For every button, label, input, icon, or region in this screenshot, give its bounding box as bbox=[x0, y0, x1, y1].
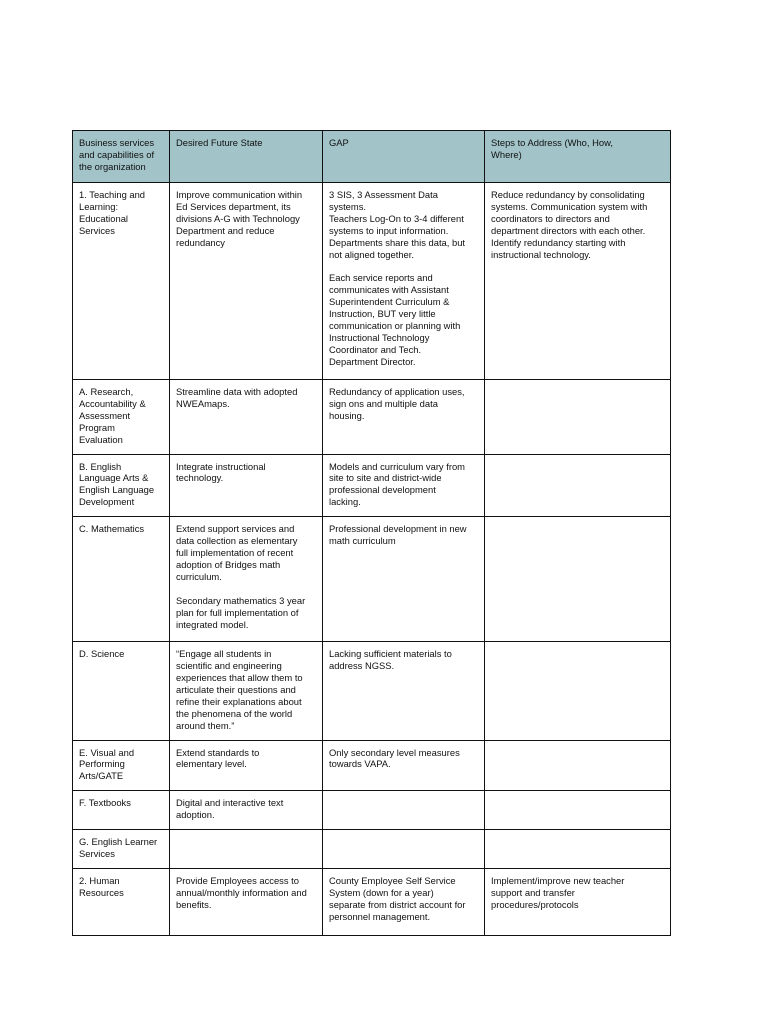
cell-paragraph: Lacking sufficient materials to address NGSS. bbox=[329, 648, 452, 672]
cell-paragraph: Redundancy of application uses, sign ons and multiple data housing. bbox=[329, 386, 465, 421]
cell-paragraph: Streamline data with adopted NWEAmaps. bbox=[176, 386, 298, 409]
cell-paragraph: Integrate instructional technology. bbox=[176, 460, 266, 484]
table-row bbox=[73, 380, 671, 455]
cell-service bbox=[73, 517, 170, 642]
cell-steps-to-address bbox=[485, 454, 671, 517]
cell-desired-future-state bbox=[170, 830, 323, 869]
cell-paragraph: Implement/improve new teacher support and transfer procedures/protocols bbox=[491, 874, 625, 910]
cell-paragraph: E. Visual and Performing Arts/GATE bbox=[79, 746, 135, 782]
cell-steps-to-address bbox=[485, 380, 671, 455]
cell-service bbox=[73, 740, 170, 791]
cell-paragraph: Digital and interactive text adoption. bbox=[176, 797, 284, 821]
cell-paragraph: 1. Teaching and Learning: Educational Services bbox=[79, 189, 146, 236]
cell-paragraph: Professional development in new math curriculum bbox=[329, 523, 467, 547]
cell-paragraph: B. English Language Arts & English Language Development bbox=[79, 460, 155, 508]
cell-desired-future-state bbox=[170, 868, 323, 935]
table-row bbox=[73, 642, 671, 740]
cell-desired-future-state bbox=[170, 740, 323, 791]
cell-steps-to-address bbox=[485, 868, 671, 935]
cell-paragraph: G. English Learner Services bbox=[79, 836, 158, 859]
cell-steps-to-address bbox=[485, 830, 671, 869]
cell-steps-to-address bbox=[485, 791, 671, 830]
table-row bbox=[73, 517, 671, 642]
cell-steps-to-address bbox=[485, 183, 671, 380]
cell-service bbox=[73, 791, 170, 830]
cell-paragraph: Provide Employees access to annual/monthly information and benefits. bbox=[176, 874, 307, 910]
header-business-services: Business services and capabilities of the organization bbox=[73, 131, 170, 183]
cell-paragraph: County Employee Self Service System (down for a year) separate from district account for personnel management. bbox=[329, 874, 466, 922]
table-body bbox=[73, 183, 671, 936]
gap-analysis-table bbox=[72, 130, 671, 936]
cell-desired-future-state bbox=[170, 183, 323, 380]
cell-paragraph: 3 SIS, 3 Assessment Data systems. Teachers Log-On to 3-4 different systems to input information. Departments share this data, but not aligned together. bbox=[329, 189, 466, 260]
cell-paragraph: Secondary mathematics 3 year plan for full implementation of integrated model. bbox=[176, 594, 306, 630]
cell-paragraph: Extend support services and data collection as elementary full implementation of recent adoption of Bridges math curriculum. bbox=[176, 523, 298, 582]
cell-desired-future-state bbox=[170, 454, 323, 517]
cell-paragraph: F. Textbooks bbox=[79, 797, 131, 809]
cell-paragraph: A. Research, Accountability & Assessment Program Evaluation bbox=[79, 386, 146, 445]
cell-paragraph: Only secondary level measures towards VAPA. bbox=[329, 746, 460, 770]
cell-desired-future-state bbox=[170, 517, 323, 642]
cell-paragraph: Extend standards to elementary level. bbox=[176, 746, 260, 770]
cell-paragraph: Each service reports and communicates with Assistant Superintendent Curriculum & Instruction, BUT very little communication or planning with Instructional Technology Coordinator and Tech. Department Director. bbox=[329, 272, 461, 367]
table-row bbox=[73, 740, 671, 791]
cell-paragraph: “Engage all students in scientific and engineering experiences that allow them to articulate their questions and refine their explanations about the phenomena of the world around them.” bbox=[176, 648, 303, 731]
cell-gap bbox=[323, 791, 485, 830]
cell-gap bbox=[323, 380, 485, 455]
cell-desired-future-state bbox=[170, 791, 323, 830]
cell-service bbox=[73, 830, 170, 869]
table-row bbox=[73, 791, 671, 830]
cell-desired-future-state bbox=[170, 380, 323, 455]
cell-service bbox=[73, 454, 170, 517]
cell-steps-to-address bbox=[485, 517, 671, 642]
cell-gap bbox=[323, 868, 485, 935]
cell-gap bbox=[323, 517, 485, 642]
cell-paragraph: Reduce redundancy by consolidating systems. Communication system with coordinators to directors and department directors with each other. Identify redundancy starting with instructional technology. bbox=[491, 189, 648, 260]
cell-service bbox=[73, 642, 170, 740]
cell-gap bbox=[323, 830, 485, 869]
header-row bbox=[73, 131, 671, 183]
cell-steps-to-address bbox=[485, 740, 671, 791]
cell-paragraph: Models and curriculum vary from site to site and district-wide professional development lacking. bbox=[329, 460, 465, 508]
cell-paragraph: Improve communication within Ed Services department, its divisions A-G with Technology Department and reduce redundancy bbox=[176, 189, 303, 248]
cell-steps-to-address bbox=[485, 642, 671, 740]
cell-paragraph: C. Mathematics bbox=[79, 523, 145, 535]
cell-service bbox=[73, 183, 170, 380]
cell-gap bbox=[323, 454, 485, 517]
cell-gap bbox=[323, 183, 485, 380]
table-row bbox=[73, 830, 671, 869]
cell-paragraph: D. Science bbox=[79, 648, 125, 660]
table-row bbox=[73, 454, 671, 517]
table-row bbox=[73, 183, 671, 380]
table-row bbox=[73, 868, 671, 935]
cell-desired-future-state bbox=[170, 642, 323, 740]
header-gap: GAP bbox=[323, 131, 485, 183]
cell-service bbox=[73, 380, 170, 455]
cell-gap bbox=[323, 740, 485, 791]
cell-gap bbox=[323, 642, 485, 740]
table-header bbox=[73, 131, 671, 183]
cell-service bbox=[73, 868, 170, 935]
header-steps-to-address: Steps to Address (Who, How, Where) bbox=[485, 131, 671, 183]
cell-paragraph: 2. Human Resources bbox=[79, 874, 124, 898]
header-desired-future-state: Desired Future State bbox=[170, 131, 323, 183]
